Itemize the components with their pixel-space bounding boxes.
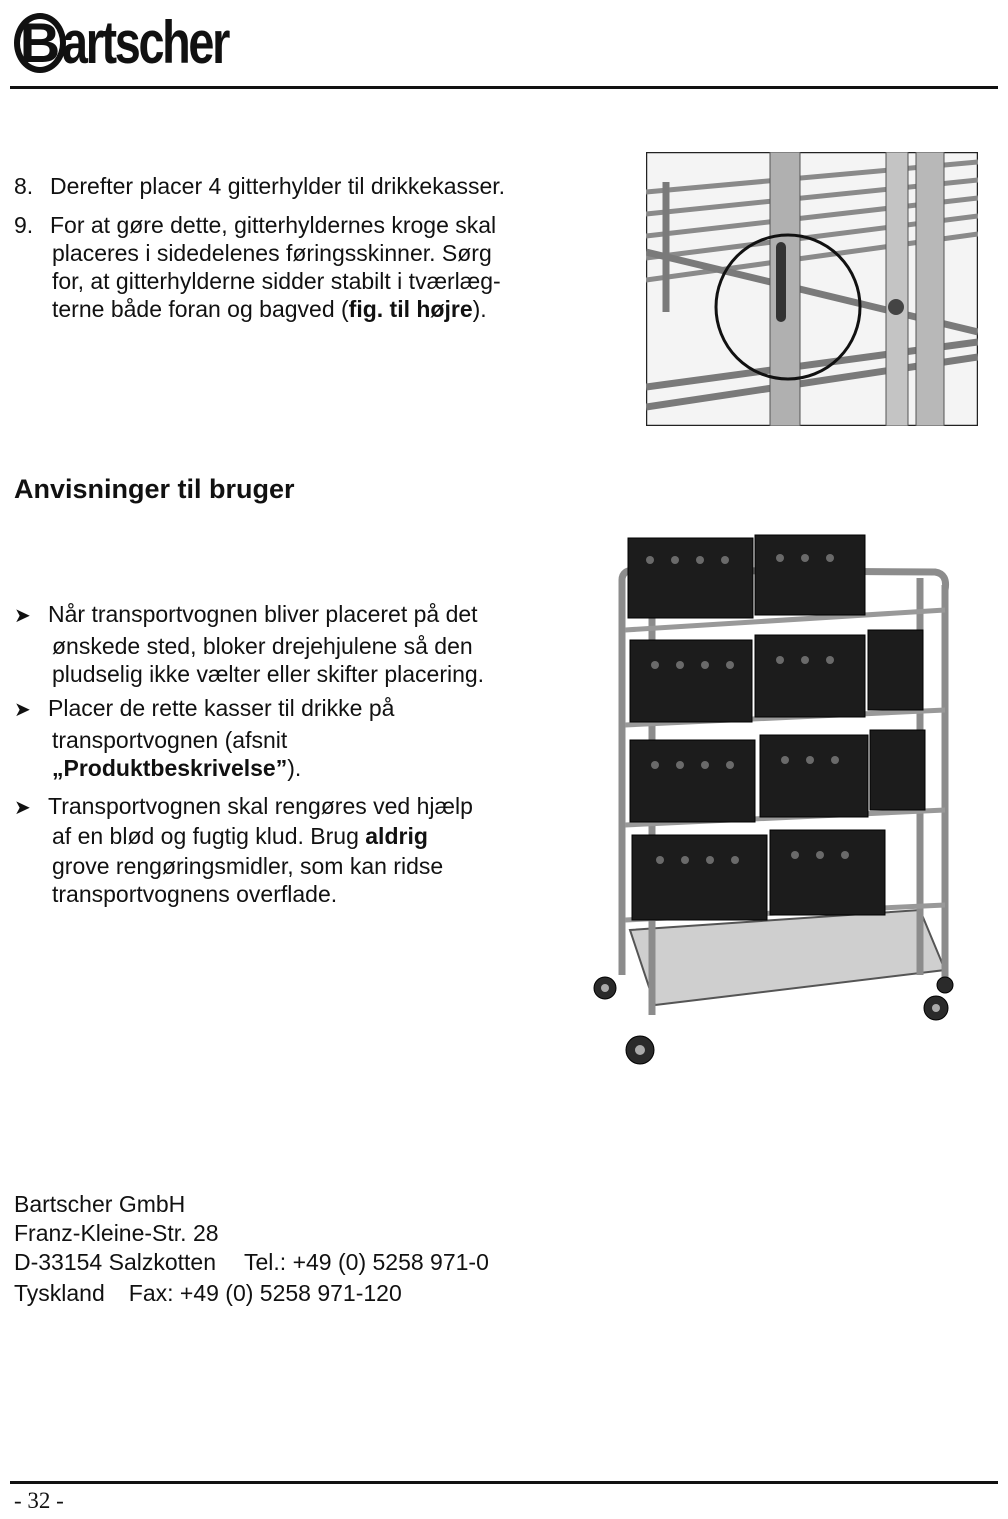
country: Tyskland (14, 1280, 105, 1306)
logo-wordmark: artscher (62, 9, 228, 76)
section-reference: „Produktbeskrivelse” (52, 755, 288, 781)
step-8 (14, 172, 574, 200)
arrow-bullet-icon: ➤ (14, 797, 31, 819)
step-number: 9. (14, 212, 34, 238)
step-text: Derefter placer 4 gitterhylder til drikkekasser. (50, 173, 506, 199)
step-text: For at gøre dette, gitterhyldernes kroge skal (50, 212, 497, 238)
section-heading: Anvisninger til bruger (14, 474, 295, 504)
step-text: terne både foran og bagved (fig. til højre). (52, 296, 487, 322)
shelf-hook-detail-figure (646, 152, 978, 426)
telephone: Tel.: +49 (0) 5258 971-0 (244, 1249, 489, 1275)
trolley-product-figure (580, 530, 970, 1075)
step-number: 8. (14, 173, 34, 199)
step-9 (14, 211, 574, 323)
page-number: - 32 - (14, 1488, 64, 1513)
logo-b-mark: B (14, 13, 66, 73)
figure-reference: fig. til højre (348, 296, 473, 322)
bullet-item: ➤ Når transportvognen bliver placeret på det ønskede sted, bloker drejehjulene så den pludselig ikke vælter eller skifter placering. (14, 601, 485, 687)
company-address (14, 1190, 489, 1308)
arrow-bullet-icon: ➤ (14, 605, 31, 627)
step-text: for, at gitterhylderne sidder stabilt i tværlæg- (52, 268, 501, 294)
street-address: Franz-Kleine-Str. 28 (14, 1220, 219, 1246)
arrow-bullet-icon: ➤ (14, 699, 31, 721)
company-name: Bartscher GmbH (14, 1191, 186, 1217)
footer-rule (10, 1481, 998, 1484)
bullet-item: ➤ Placer de rette kasser til drikke på transportvognen (afsnit „Produktbeskrivelse”). (14, 695, 395, 781)
emphasis-never: aldrig (365, 823, 428, 849)
bullet-item: ➤ Transportvognen skal rengøres ved hjælp af en blød og fugtig klud. Brug aldrig grove rengøringsmidler, som kan ridse transportvognens overflade. (14, 793, 473, 907)
brand-logo (14, 8, 275, 78)
fax: Fax: +49 (0) 5258 971-120 (128, 1280, 402, 1306)
header-rule (10, 86, 998, 89)
city: D-33154 Salzkotten (14, 1249, 217, 1275)
step-text: placeres i sidedelenes føringsskinner. Sørg (52, 240, 492, 266)
